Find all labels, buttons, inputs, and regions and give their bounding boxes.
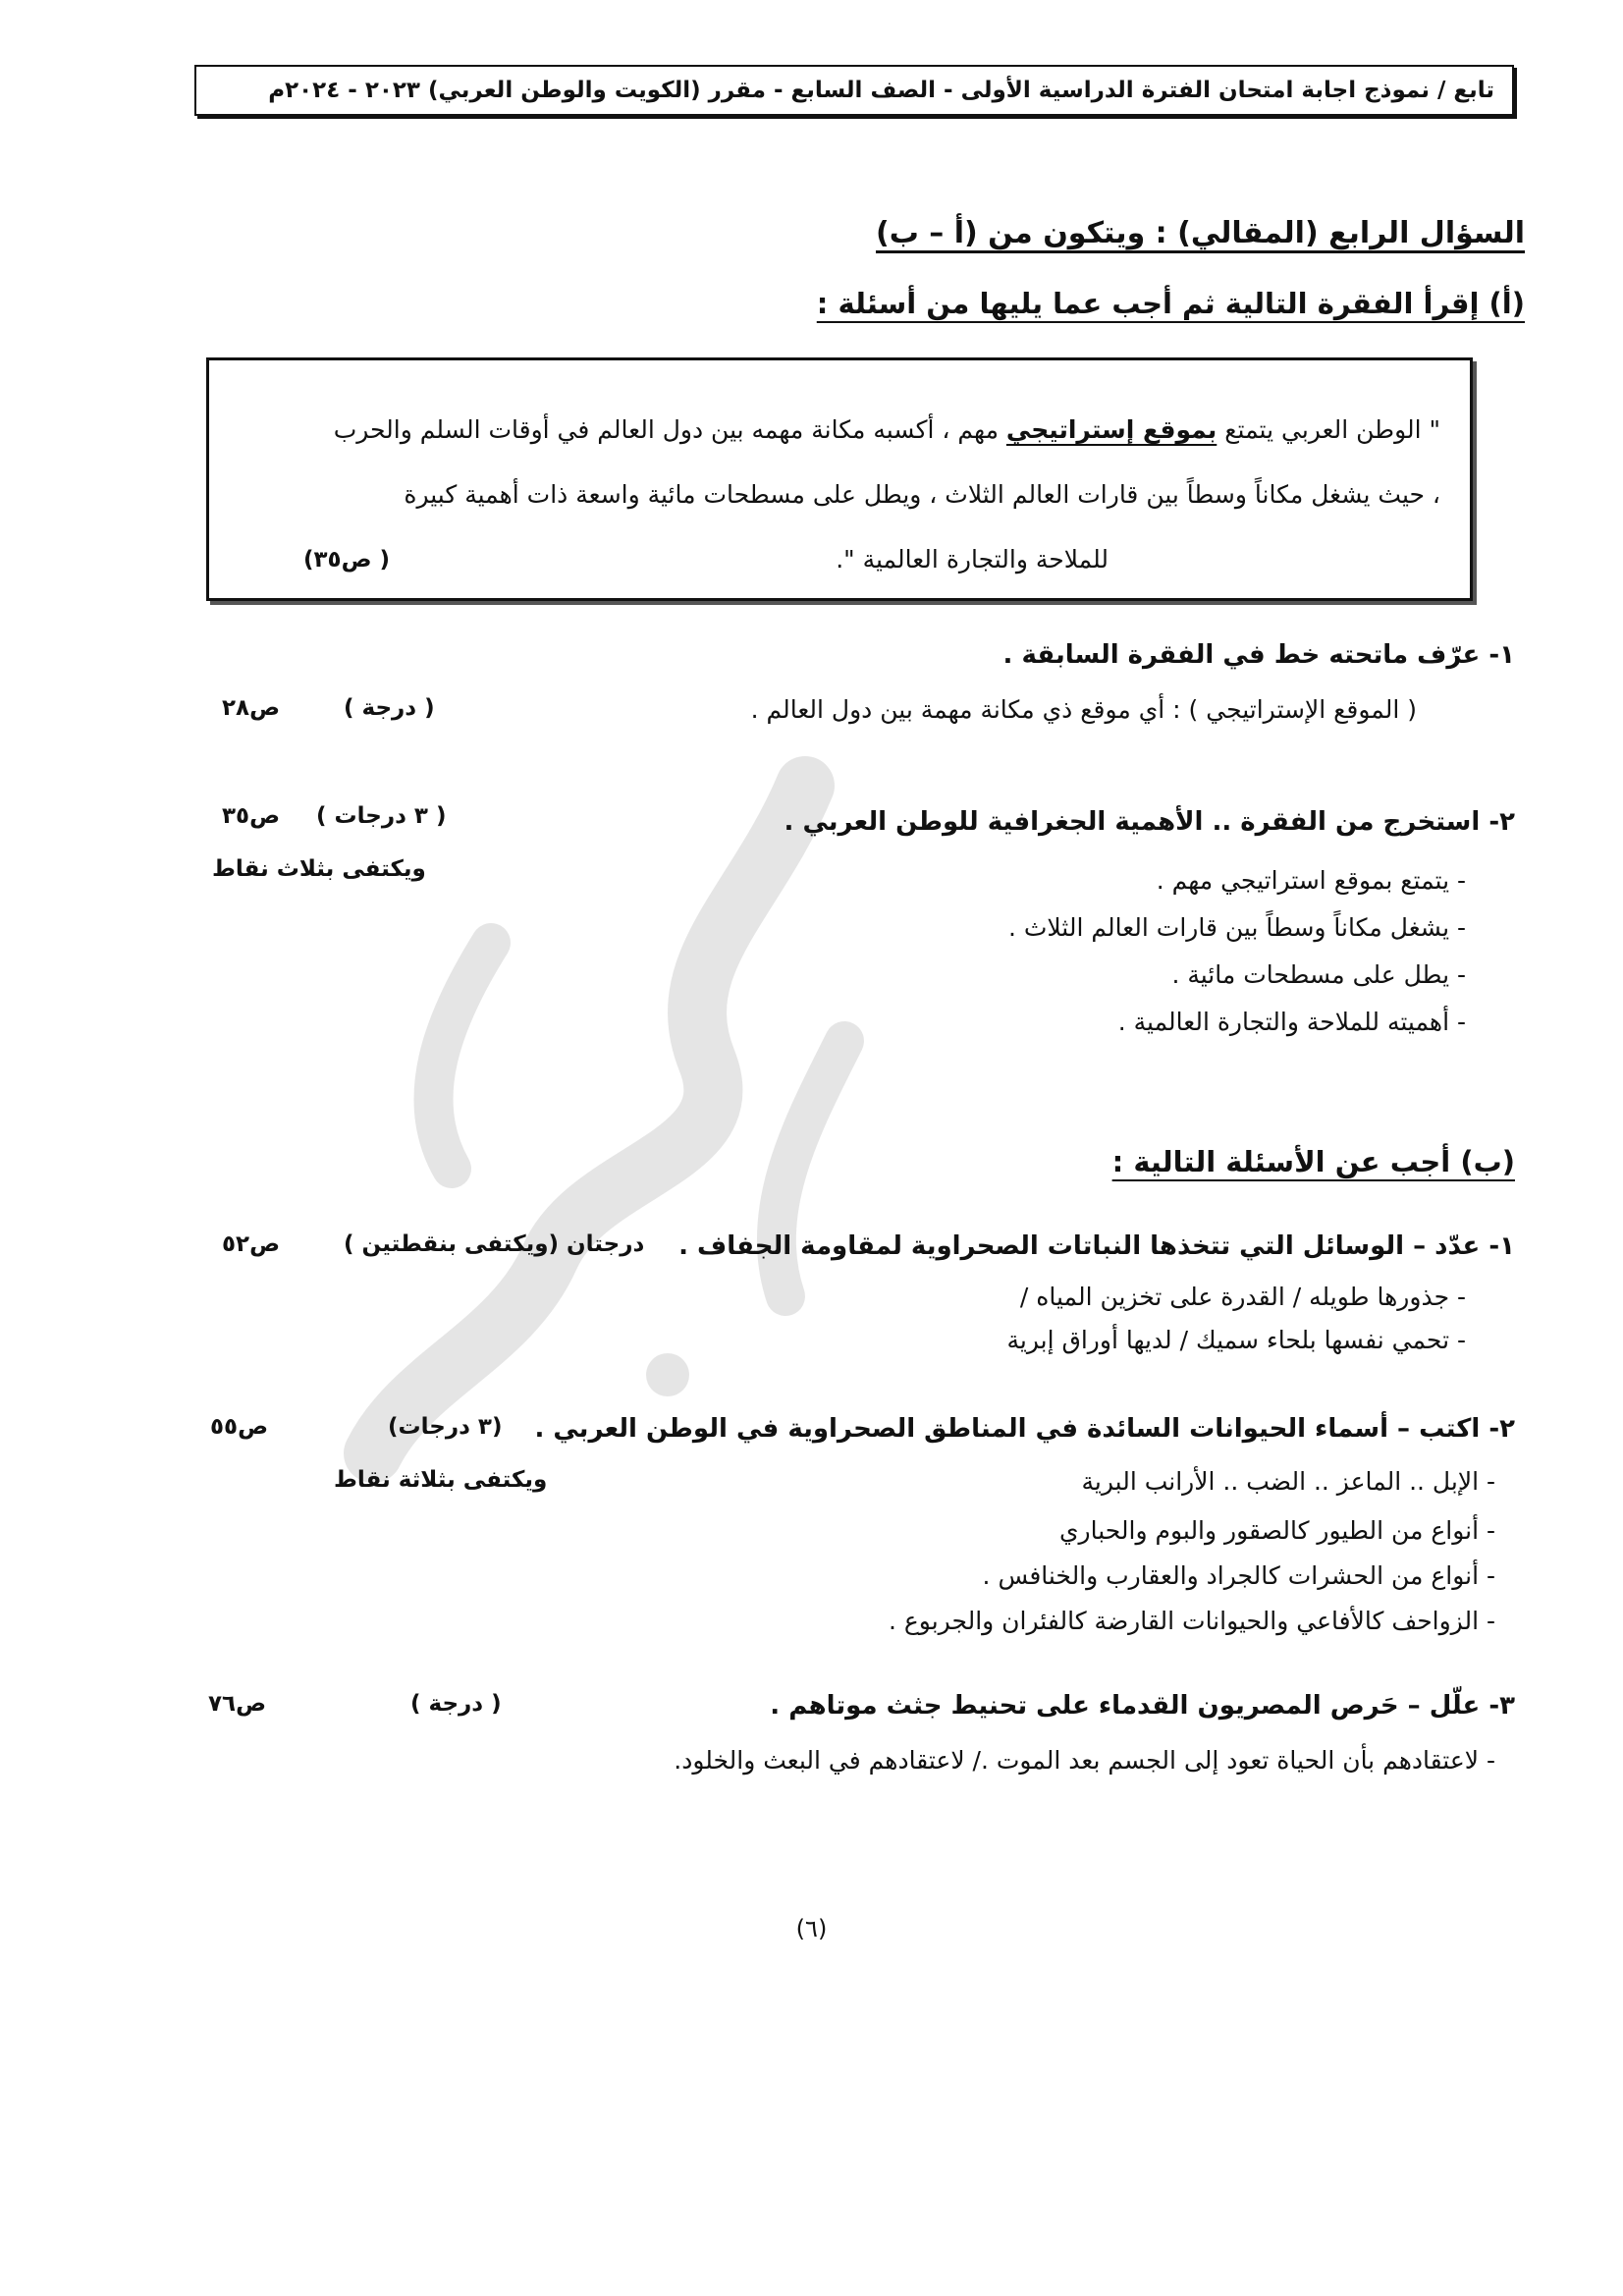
part-a-q2-bullet: - أهميته للملاحة والتجارة العالمية . bbox=[1117, 1008, 1466, 1036]
exam-header bbox=[194, 65, 1514, 116]
part-a-q2-text: ٢- استخرج من الفقرة .. الأهمية الجغرافية للوطن العربي . bbox=[784, 807, 1515, 837]
part-b-q3-mark: ( درجة ) bbox=[410, 1691, 502, 1717]
passage-line-3: للملاحة والتجارة العالمية ". bbox=[836, 545, 1109, 574]
part-b-q2-note: ويكتفى بثلاثة نقاط bbox=[334, 1467, 548, 1493]
part-b-q2-bullet: - الإبل .. الماعز .. الضب .. الأرانب البرية bbox=[1081, 1467, 1495, 1496]
part-b-q3-text: ٣- علّل – حَرص المصريون القدماء على تحنيط جثث موتاهم . bbox=[770, 1691, 1515, 1721]
part-a-q2-bullet: - يشغل مكاناً وسطاً بين قارات العالم الثلاث . bbox=[1007, 913, 1466, 942]
passage-line1-start: " الوطن العربي يتمتع bbox=[1217, 415, 1440, 444]
part-a-q1-mark: ( درجة ) bbox=[344, 695, 435, 721]
part-b-q3-answer: - لاعتقادهم بأن الحياة تعود إلى الجسم بعد الموت ./ لاعتقادهم في البعث والخلود. bbox=[674, 1746, 1495, 1775]
question4-title: السؤال الرابع (المقالي) : ويتكون من (أ – ب) bbox=[876, 216, 1525, 250]
part-b-q1-page: ص٥٢ bbox=[222, 1231, 281, 1257]
passage-box bbox=[206, 357, 1473, 601]
part-a-q2-page: ص٣٥ bbox=[222, 803, 281, 829]
part-a-q2-bullet: - يتمتع بموقع استراتيجي مهم . bbox=[1156, 866, 1466, 895]
part-b-q1-bullet: - تحمي نفسها بلحاء سميك / لديها أوراق إبرية bbox=[1006, 1326, 1466, 1354]
part-a-instruction: (أ) إقرأ الفقرة التالية ثم أجب عما يليها من أسئلة : bbox=[816, 287, 1525, 320]
part-b-q2-bullet: - أنواع من الطيور كالصقور والبوم والحباري bbox=[1058, 1516, 1495, 1545]
passage-page-ref: ( ص٣٥) bbox=[303, 547, 391, 573]
part-b-q2-mark: (٣ درجات) bbox=[388, 1414, 503, 1440]
part-a-q2-note: ويكتفى بثلاث نقاط bbox=[212, 856, 426, 882]
page-number: (٦) bbox=[795, 1915, 828, 1942]
part-a-q1-answer: ( الموقع الإستراتيجي ) : أي موقع ذي مكانة مهمة بين دول العالم . bbox=[750, 695, 1417, 724]
part-b-q2-text: ٢- اكتب – أسماء الحيوانات السائدة في المناطق الصحراوية في الوطن العربي . bbox=[534, 1414, 1515, 1444]
part-b-q2-bullet: - الزواحف كالأفاعي والحيوانات القارضة كالفئران والجربوع . bbox=[888, 1607, 1495, 1635]
header-text: تابع / نموذج اجابة امتحان الفترة الدراسية الأولى - الصف السابع - مقرر (الكويت والوطن العربي) ٢٠٢٣ - ٢٠٢٤م bbox=[268, 78, 1494, 103]
passage-underlined-term: بموقع إستراتيجي bbox=[1005, 415, 1217, 444]
part-a-q1-text: ١- عرّف ماتحته خط في الفقرة السابقة . bbox=[1002, 640, 1515, 670]
part-b-q1-mark: درجتان (ويكتفى بنقطتين ) bbox=[344, 1231, 645, 1257]
passage-line1-end: مهم ، أكسبه مكانة مهمه بين دول العالم في أوقات السلم والحرب bbox=[333, 415, 1006, 444]
part-b-q1-bullet: - جذورها طويله / القدرة على تخزين المياه / bbox=[1019, 1283, 1466, 1311]
part-a-q1-page: ص٢٨ bbox=[222, 695, 281, 721]
part-b-q2-page: ص٥٥ bbox=[210, 1414, 269, 1440]
part-a-q2-bullet: - يطل على مسطحات مائية . bbox=[1171, 960, 1466, 989]
passage-line-1 bbox=[334, 415, 1440, 444]
part-b-instruction: (ب) أجب عن الأسئلة التالية : bbox=[1111, 1145, 1515, 1178]
part-b-q1-text: ١- عدّد – الوسائل التي تتخذها النباتات الصحراوية لمقاومة الجفاف . bbox=[678, 1231, 1515, 1261]
part-a-q2-mark: ( ٣ درجات ) bbox=[316, 803, 447, 829]
part-b-q3-page: ص٧٦ bbox=[208, 1691, 267, 1717]
part-b-q2-bullet: - أنواع من الحشرات كالجراد والعقارب والخنافس . bbox=[982, 1561, 1495, 1590]
passage-line-2: ، حيث يشغل مكاناً وسطاً بين قارات العالم الثلاث ، ويطل على مسطحات مائية واسعة ذات أهمية كبيرة bbox=[404, 480, 1440, 509]
